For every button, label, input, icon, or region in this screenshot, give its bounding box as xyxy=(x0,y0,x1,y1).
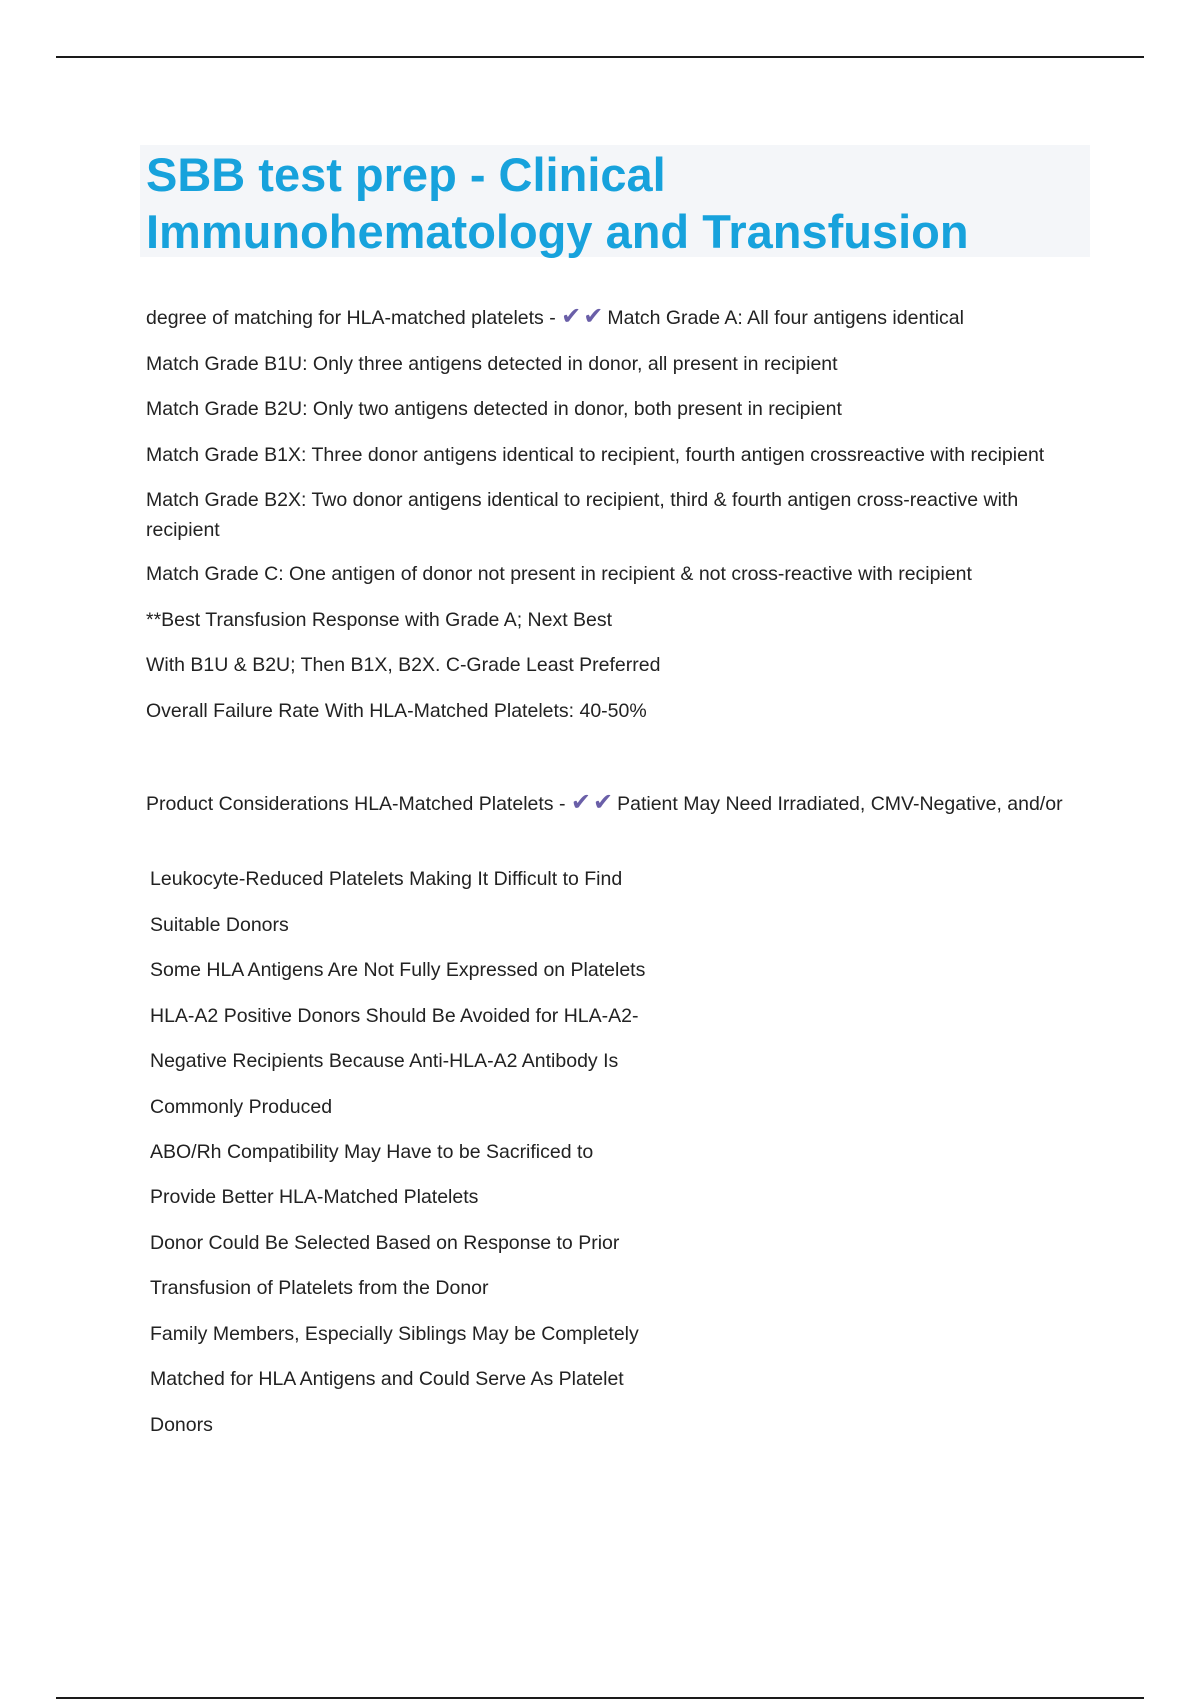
question-text: degree of matching for HLA-matched platelets - xyxy=(146,307,562,329)
qa-item-hla-matching xyxy=(146,303,1096,333)
answer-line: ABO/Rh Compatibility May Have to be Sacrificed to xyxy=(150,1141,594,1163)
answer-line: Match Grade B2X: Two donor antigens identical to recipient, third & fourth antigen cross-reactive with recipient xyxy=(146,489,1019,541)
answer-line: Family Members, Especially Siblings May be Completely xyxy=(150,1323,639,1345)
answer-line: Match Grade B1U: Only three antigens detected in donor, all present in recipient xyxy=(146,353,838,375)
answer-line: Leukocyte-Reduced Platelets Making It Difficult to Find xyxy=(150,868,623,890)
answer-line: Match Grade B1X: Three donor antigens identical to recipient, fourth antigen crossreactive with recipient xyxy=(146,444,1045,466)
qa-item-product-considerations xyxy=(146,789,1066,819)
title-line-2: Immunohematology and Transfusion xyxy=(146,205,969,258)
answer-line: Match Grade B2U: Only two antigens detected in donor, both present in recipient xyxy=(146,398,842,420)
question-text: Product Considerations HLA-Matched Platelets - xyxy=(146,793,571,815)
answer-line: Provide Better HLA-Matched Platelets xyxy=(150,1186,479,1208)
answer-line: Commonly Produced xyxy=(150,1096,333,1118)
checkmark-icon: ✔ xyxy=(583,303,604,330)
answer-text: Match Grade A: All four antigens identical xyxy=(607,307,964,329)
answer-line: Transfusion of Platelets from the Donor xyxy=(150,1277,489,1299)
answer-line: Negative Recipients Because Anti-HLA-A2 Antibody Is xyxy=(150,1050,619,1072)
answer-line: Donors xyxy=(150,1414,213,1436)
page-top-rule xyxy=(56,56,1144,58)
answer-text: Patient May Need Irradiated, CMV-Negative, and/or xyxy=(617,793,1063,815)
title-line-1: SBB test prep - Clinical xyxy=(146,148,666,201)
checkmark-icon: ✔ xyxy=(592,789,614,816)
checkmark-icon: ✔ xyxy=(561,303,582,330)
answer-line: **Best Transfusion Response with Grade A; Next Best xyxy=(146,609,613,631)
answer-line: Some HLA Antigens Are Not Fully Expressed on Platelets xyxy=(150,959,646,981)
answer-line: Donor Could Be Selected Based on Response to Prior xyxy=(150,1232,620,1254)
answer-line: Suitable Donors xyxy=(150,914,289,936)
answer-line: With B1U & B2U; Then B1X, B2X. C-Grade Least Preferred xyxy=(146,654,661,676)
page-bottom-rule xyxy=(56,1697,1144,1699)
answer-line: Matched for HLA Antigens and Could Serve As Platelet xyxy=(150,1368,624,1390)
answer-line: Match Grade C: One antigen of donor not present in recipient & not cross-reactive with recipient xyxy=(146,563,972,585)
answer-line: HLA-A2 Positive Donors Should Be Avoided for HLA-A2- xyxy=(150,1005,639,1027)
answer-line: Overall Failure Rate With HLA-Matched Platelets: 40-50% xyxy=(146,700,647,722)
document-title xyxy=(146,146,1086,260)
checkmark-icon: ✔ xyxy=(570,789,591,816)
